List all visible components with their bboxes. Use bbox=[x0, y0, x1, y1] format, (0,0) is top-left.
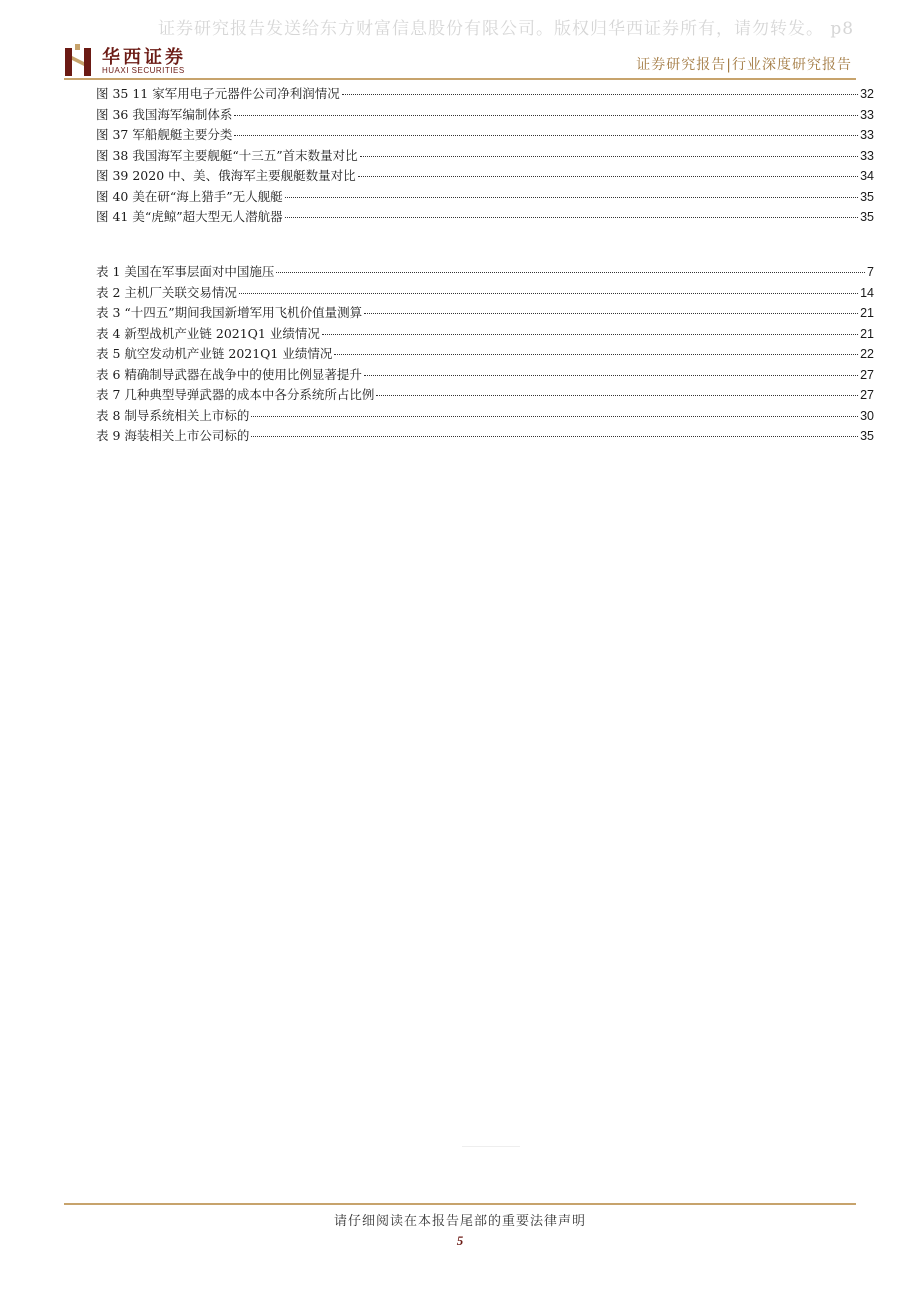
figure-entry-page: 33 bbox=[860, 107, 874, 122]
table-entry[interactable] bbox=[96, 303, 874, 324]
table-entry[interactable] bbox=[96, 324, 874, 345]
figure-entry-page: 33 bbox=[860, 128, 874, 142]
figure-entry-page: 35 bbox=[860, 189, 874, 204]
table-entry-title: 表 7 几种典型导弹武器的成本中各分系统所占比例 bbox=[96, 387, 375, 402]
table-entry[interactable] bbox=[96, 262, 874, 283]
figure-entry-title: 图 39 2020 中、美、俄海军主要舰艇数量对比 bbox=[96, 168, 356, 183]
dot-leader bbox=[322, 334, 858, 335]
table-entry[interactable] bbox=[96, 406, 874, 427]
table-entry-page: 35 bbox=[860, 429, 874, 443]
table-entry-page: 27 bbox=[860, 367, 874, 382]
table-entry[interactable] bbox=[96, 385, 874, 406]
figure-entry-title: 图 40 美在研“海上猎手”无人舰艇 bbox=[96, 188, 283, 204]
dot-leader bbox=[364, 375, 858, 376]
table-entry-title: 表 6 精确制导武器在战争中的使用比例显著提升 bbox=[96, 366, 362, 382]
table-entry-page: 14 bbox=[860, 285, 874, 300]
table-entry-page: 27 bbox=[860, 388, 874, 402]
logo-english-name: HUAXI SECURITIES bbox=[102, 66, 185, 75]
table-entry[interactable] bbox=[96, 283, 874, 304]
dot-leader bbox=[376, 395, 858, 396]
table-entry-title: 表 3 “十四五”期间我国新增军用飞机价值量测算 bbox=[96, 305, 363, 320]
table-index-list bbox=[96, 262, 874, 447]
figure-entry-title: 图 35 11 家军用电子元器件公司净利润情况 bbox=[96, 86, 340, 101]
figure-entry[interactable] bbox=[96, 166, 874, 187]
table-entry[interactable] bbox=[96, 344, 874, 365]
figure-entry[interactable] bbox=[96, 207, 874, 228]
faint-mark bbox=[462, 1146, 520, 1147]
figure-entry-title: 图 38 我国海军主要舰艇“十三五”首末数量对比 bbox=[96, 147, 358, 163]
table-entry-title: 表 8 制导系统相关上市标的 bbox=[96, 407, 250, 423]
dot-leader bbox=[334, 354, 858, 355]
figure-entry[interactable] bbox=[96, 125, 874, 146]
figure-entry[interactable] bbox=[96, 84, 874, 105]
dot-leader bbox=[364, 313, 858, 314]
legal-notice: 请仔细阅读在本报告尾部的重要法律声明 bbox=[333, 1214, 586, 1229]
figure-index-list bbox=[96, 84, 874, 228]
figure-entry-page: 34 bbox=[860, 169, 874, 183]
page-number: 5 bbox=[456, 1233, 464, 1248]
logo-chinese-name: 华西证券 bbox=[102, 47, 186, 68]
table-entry-title: 表 4 新型战机产业链 2021Q1 业绩情况 bbox=[96, 325, 320, 341]
table-entry-page: 22 bbox=[860, 347, 874, 361]
figure-entry-title: 图 37 军船舰艇主要分类 bbox=[96, 127, 233, 142]
figure-entry-title: 图 36 我国海军编制体系 bbox=[96, 106, 233, 122]
header-divider bbox=[64, 78, 856, 80]
figure-entry-title: 图 41 美“虎鲸”超大型无人潜航器 bbox=[96, 209, 283, 224]
table-entry-title: 表 5 航空发动机产业链 2021Q1 业绩情况 bbox=[96, 346, 333, 361]
dot-leader bbox=[358, 176, 858, 177]
table-entry-title: 表 2 主机厂关联交易情况 bbox=[96, 284, 237, 300]
dot-leader bbox=[239, 293, 858, 294]
dot-leader bbox=[251, 416, 858, 417]
dot-leader bbox=[234, 135, 858, 136]
dot-leader bbox=[285, 217, 858, 218]
dot-leader bbox=[285, 197, 858, 198]
table-entry-page: 7 bbox=[867, 265, 874, 279]
figure-entry[interactable] bbox=[96, 187, 874, 208]
table-entry-title: 表 9 海装相关上市公司标的 bbox=[96, 428, 250, 443]
dot-leader bbox=[251, 436, 858, 437]
dot-leader bbox=[234, 115, 858, 116]
figure-entry-page: 33 bbox=[860, 148, 874, 163]
dot-leader bbox=[360, 156, 858, 157]
table-entry-page: 21 bbox=[860, 326, 874, 341]
report-type-label: 证券研究报告|行业深度研究报告 bbox=[636, 57, 852, 73]
huaxi-logo-icon bbox=[64, 44, 94, 76]
footer-divider bbox=[64, 1203, 856, 1205]
figure-entry-page: 35 bbox=[860, 210, 874, 224]
figure-entry[interactable] bbox=[96, 105, 874, 126]
watermark-text: 证券研究报告发送给东方财富信息股份有限公司。版权归华西证券所有，请勿转发。 p8 bbox=[158, 19, 855, 39]
table-entry[interactable] bbox=[96, 426, 874, 447]
dot-leader bbox=[276, 272, 865, 273]
table-entry-title: 表 1 美国在军事层面对中国施压 bbox=[96, 264, 275, 279]
dot-leader bbox=[342, 94, 858, 95]
figure-entry-page: 32 bbox=[860, 87, 874, 101]
table-entry[interactable] bbox=[96, 365, 874, 386]
table-entry-page: 30 bbox=[860, 408, 874, 423]
figure-entry[interactable] bbox=[96, 146, 874, 167]
table-entry-page: 21 bbox=[860, 306, 874, 320]
